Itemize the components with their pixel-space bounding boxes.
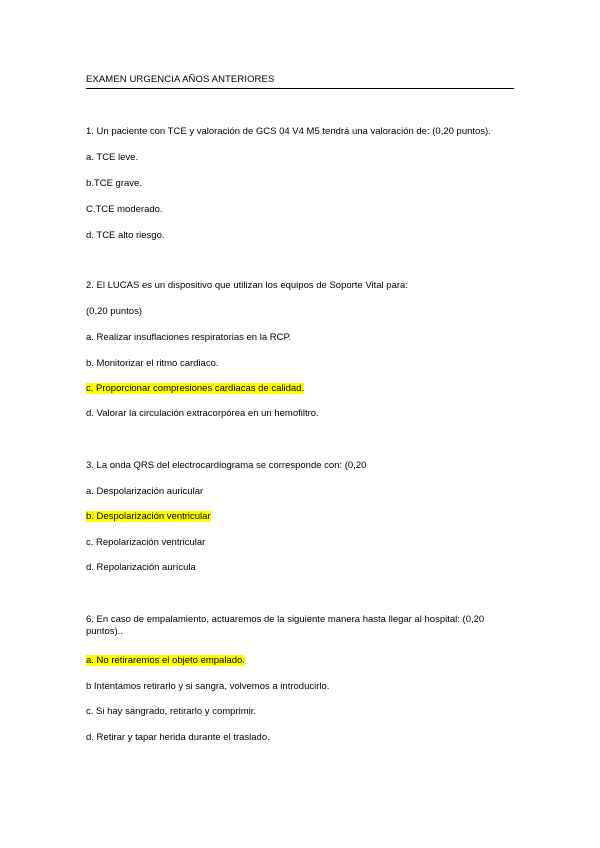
question-6-option-a bbox=[86, 655, 245, 667]
highlighted-answer: b. Despolarización ventricular bbox=[86, 511, 211, 522]
highlighted-answer: a. No retiraremos el objeto empalado. bbox=[86, 655, 245, 666]
document-title: EXAMEN URGENCIA AÑOS ANTERIORES bbox=[86, 74, 275, 85]
question-6-option-b: b Intentamos retirarlo y si sangra, volvemos a introducirlo. bbox=[86, 681, 330, 692]
title-underline bbox=[86, 88, 514, 89]
question-3-option-c: c. Repolarización ventricular bbox=[86, 537, 206, 548]
question-2-prompt: 2. El LUCAS es un dispositivo que utilizan los equipos de Soporte Vital para: bbox=[86, 280, 408, 291]
question-1-prompt: 1. Un paciente con TCE y valoración de GCS 04 V4 M5 tendrá una valoración de: (0,20 puntos). bbox=[86, 126, 491, 137]
question-1-option-d: d. TCE alto riesgo. bbox=[86, 230, 165, 241]
question-1-option-c: C.TCE moderado. bbox=[86, 204, 163, 215]
question-2-option-a: a. Realizar insuflaciones respiratorias en la RCP. bbox=[86, 332, 292, 343]
question-1-option-b: b.TCE grave. bbox=[86, 178, 142, 189]
question-3-option-b bbox=[86, 511, 211, 523]
question-6-option-d: d. Retirar y tapar herida durante el traslado. bbox=[86, 732, 270, 743]
question-2-option-b: b. Monitorizar el ritmo cardiaco. bbox=[86, 358, 219, 369]
question-6-prompt: 6. En caso de empalamiento, actuaremos de la siguiente manera hasta llegar al hospital: (0,20 puntos).. bbox=[86, 614, 485, 637]
question-3-option-d: d. Repolarización aurícula bbox=[86, 562, 196, 573]
question-6-option-c: c. Si hay sangrado, retirarlo y comprimir. bbox=[86, 706, 257, 717]
question-2-prompt-continued: (0,20 puntos) bbox=[86, 306, 142, 317]
question-2-option-d: d. Valorar la circulación extracorpórea en un hemofiltro. bbox=[86, 408, 319, 419]
question-2-option-c bbox=[86, 383, 304, 395]
question-1-option-a: a. TCE leve. bbox=[86, 152, 139, 163]
question-3-option-a: a. Despolarización auricular bbox=[86, 486, 204, 497]
highlighted-answer: c. Proporcionar compresiones cardiacas de calidad. bbox=[86, 383, 305, 394]
question-3-prompt: 3. La onda QRS del electrocardiograma se corresponde con: (0,20 bbox=[86, 460, 367, 471]
